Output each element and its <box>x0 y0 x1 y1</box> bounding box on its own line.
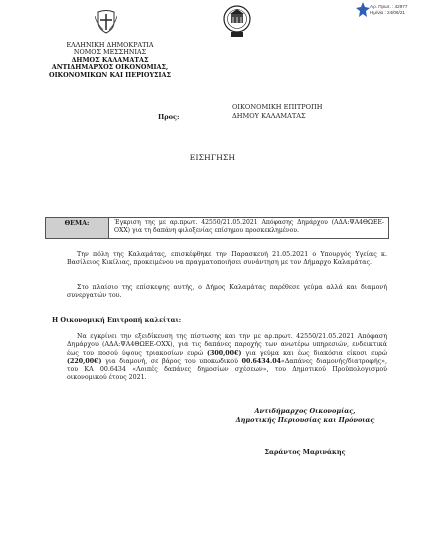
recipient-block <box>232 103 323 120</box>
protocol-number: Αρ. Πρωτ. : 42977 <box>370 4 408 9</box>
protocol-date: Ημ/νία : 24/06/21 <box>370 10 405 15</box>
amount-meal: (300,00€) <box>206 349 242 357</box>
subcode: 00.6434.04 <box>241 357 281 365</box>
header-line-3: ΔΗΜΟΣ ΚΑΛΑΜΑΤΑΣ <box>71 55 149 64</box>
decision-text-h: , του ΚΑ 00.6434 «Λοιπές δαπάνες δημοσίων σχέσεων», του Δημοτικού Προϋπολογισμού οικονομικού έτους 2021. <box>67 357 387 382</box>
decision-text-e: για διαμονή, σε βάρος του υποκωδικού <box>101 357 242 365</box>
paragraph-1-text: Την πόλη της Καλαμάτας, επισκέφθηκε την Παρασκευή 21.05.2021 ο Υπουργός Υγείας κ. Βασίλειος Κικίλιας, προκειμένου να πραγματοποιήσει συνάντηση με τον Δήμαρχο Καλαμάτας. <box>67 251 387 267</box>
paragraph-2-text: Στο πλαίσιο της επίσκεψης αυτής, ο Δήμος Καλαμάτας παρέθεσε γεύμα αλλά και διαμονή συνεργατών του. <box>67 284 387 300</box>
header-line-5: ΟΙΚΟΝΟΜΙΚΩΝ ΚΑΙ ΠΕΡΙΟΥΣΙΑΣ <box>49 70 171 79</box>
signatory-title <box>200 407 410 425</box>
issuer-header <box>30 42 190 79</box>
protocol-stamp <box>356 2 422 24</box>
paragraph-2 <box>67 284 387 301</box>
subject-box <box>45 217 389 239</box>
subcode-title: «Δαπάνες διαμονής/διατροφής» <box>281 357 385 365</box>
blue-stamp-icon <box>356 2 370 18</box>
header-line-2: ΝΟΜΟΣ ΜΕΣΣΗΝΙΑΣ <box>73 48 147 57</box>
signatory-name: Σαράντος Μαρινάκης <box>264 448 346 456</box>
amount-stay: (220,00€) <box>67 357 102 365</box>
committee-call: Η Οικονομική Επιτροπή καλείται: <box>52 316 182 324</box>
signatory-line-2: Δημοτικής Περιουσίας και Πρόνοιας <box>235 416 375 424</box>
paragraph-decision <box>67 333 387 383</box>
header-line-4: ΑΝΤΙΔΗΜΑΡΧΟΣ ΟΙΚΟΝΟΜΙΑΣ, <box>51 63 169 72</box>
recipient-line-1: ΟΙΚΟΝΟΜΙΚΗ ΕΠΙΤΡΟΠΗ <box>232 103 323 111</box>
paragraph-1 <box>67 251 387 268</box>
decision-text-c: για γεύμα και έως διακόσια είκοσι ευρώ <box>241 349 387 357</box>
greek-coat-of-arms-icon <box>95 10 117 34</box>
subject-label: ΘΕΜΑ: <box>46 218 109 238</box>
document-title: ΕΙΣΗΓΗΣΗ <box>189 153 236 162</box>
decision-text-a: Να εγκρίνει την εξειδίκευση της πίστωσης και την με αρ.πρωτ. 42550/21.05.2021 Απόφαση Δημάρχου (ΑΔΑ:ΨΑ4ΘΩΕΕ-ΟΧΧ), για τις δαπάνες παροχής των ανωτέρω υπηρεσιών, ενδεικτικά έως του ποσού ύψους τριακοσίων ευρώ <box>67 333 387 357</box>
subject-text: Έγκριση της με αρ.πρωτ. 42550/21.05.2021 Απόφασης Δημάρχου (ΑΔΑ:ΨΑ4ΘΩΕΕ-ΟΧΧ) για τη δαπάνη φιλοξενίας επίσημου προσκεκλημένου. <box>114 219 384 234</box>
recipient-line-2: ΔΗΜΟΥ ΚΑΛΑΜΑΤΑΣ <box>232 111 306 120</box>
municipality-seal-icon <box>222 4 252 38</box>
recipient-label: Προς: <box>158 113 180 121</box>
header-line-1: ΕΛΛΗΝΙΚΗ ΔΗΜΟΚΡΑΤΙΑ <box>66 41 154 49</box>
signatory-line-1: Αντιδήμαρχος Οικονομίας, <box>254 407 356 415</box>
